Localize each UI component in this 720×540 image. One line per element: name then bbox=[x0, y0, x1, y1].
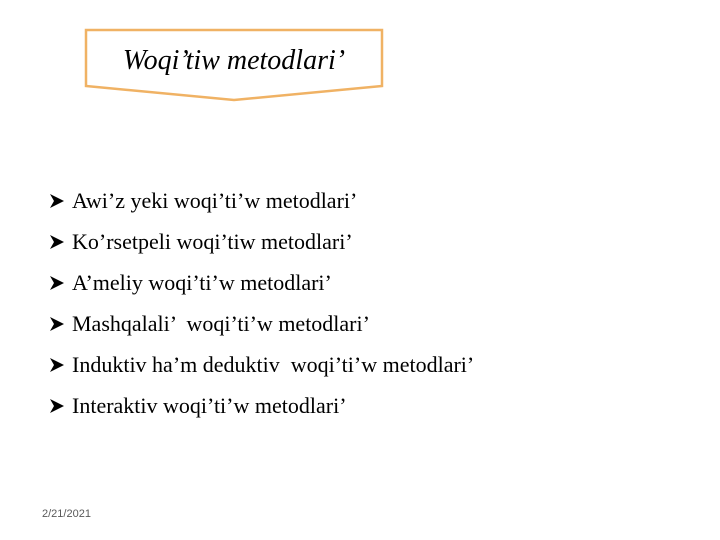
arrowhead-bullet-icon bbox=[46, 273, 70, 293]
bullet-text: A’meliy woqi’ti’w metodlari’ bbox=[72, 269, 332, 295]
arrowhead-bullet-icon bbox=[46, 191, 70, 211]
slide-title: Woqi’tiw metodlari’ bbox=[122, 45, 346, 76]
list-item bbox=[46, 180, 474, 221]
arrowhead-bullet-icon bbox=[46, 232, 70, 252]
list-item bbox=[46, 385, 474, 426]
arrowhead-bullet-icon bbox=[46, 314, 70, 334]
arrowhead-bullet-icon bbox=[46, 355, 70, 375]
bullet-list bbox=[46, 180, 474, 426]
bullet-text: Induktiv ha’m deduktiv woqi’ti’w metodlari’ bbox=[72, 351, 475, 377]
list-item bbox=[46, 262, 474, 303]
bullet-text: Awi’z yeki woqi’ti’w metodlari’ bbox=[72, 187, 358, 213]
title-callout bbox=[84, 28, 384, 104]
arrowhead-bullet-icon bbox=[46, 396, 70, 416]
bullet-text: Interaktiv woqi’ti’w metodlari’ bbox=[72, 392, 347, 418]
list-item bbox=[46, 221, 474, 262]
list-item bbox=[46, 344, 474, 385]
list-item bbox=[46, 303, 474, 344]
slide-date: 2/21/2021 bbox=[42, 508, 91, 520]
bullet-text: Mashqalali’ woqi’ti’w metodlari’ bbox=[72, 310, 370, 336]
bullet-text: Ko’rsetpeli woqi’tiw metodlari’ bbox=[72, 228, 353, 254]
